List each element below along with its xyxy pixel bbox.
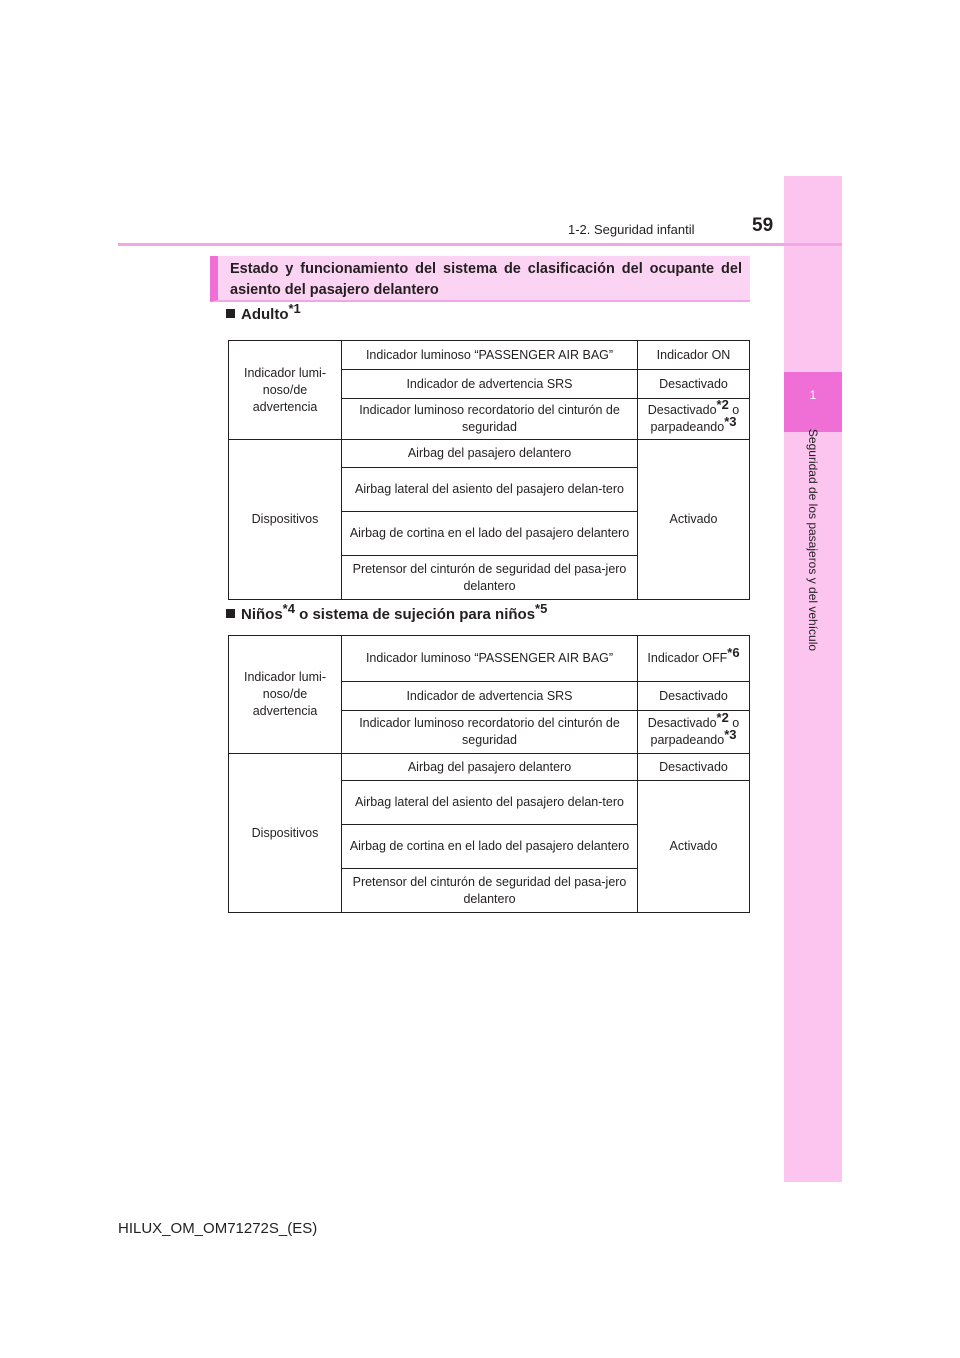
children-heading: Niños$^{*4}$ o sistema de sujeción para niños$^{*5}$ (226, 606, 547, 623)
item-cell: Airbag del pasajero delantero (342, 754, 638, 781)
value-cell: Desactivado$^{*2}$ o parpadeando$^{*3}$ (638, 711, 750, 754)
footnote-ref: *2 (716, 396, 729, 412)
square-bullet-icon (226, 609, 235, 618)
section-heading (210, 256, 750, 302)
value-cell: Desactivado (638, 754, 750, 781)
item-cell: Airbag de cortina en el lado del pasajero delantero (342, 825, 638, 869)
footnote-ref: *3 (724, 413, 737, 429)
adult-footnote-ref: *1 (288, 301, 301, 316)
chapter-number: 1 (809, 388, 817, 402)
item-cell: Indicador luminoso “PASSENGER AIR BAG” (342, 636, 638, 682)
item-cell: Indicador de advertencia SRS (342, 370, 638, 399)
adult-table (228, 340, 750, 600)
footnote-ref: *2 (716, 709, 729, 725)
children-table (228, 635, 750, 913)
table-row (229, 754, 750, 781)
item-cell: Indicador luminoso “PASSENGER AIR BAG” (342, 341, 638, 370)
table-row (229, 440, 750, 468)
item-cell: Airbag del pasajero delantero (342, 440, 638, 468)
chapter-tab[interactable] (784, 372, 842, 432)
value-cell: Desactivado$^{*2}$ o parpadeando$^{*3}$ (638, 399, 750, 440)
item-cell: Indicador luminoso recordatorio del cinturón de seguridad (342, 711, 638, 754)
item-cell: Indicador de advertencia SRS (342, 682, 638, 711)
chapter-side-strip (784, 176, 842, 1182)
value-cell: Indicador ON (638, 341, 750, 370)
section-title: 1-2. Seguridad infantil (568, 222, 695, 237)
footnote-ref: *4 (282, 601, 295, 616)
indicator-group-cell: Indicador lumi-noso/de advertencia (229, 341, 342, 440)
adult-heading (226, 301, 301, 323)
value-cell: Indicador OFF$^{*6}$ (638, 636, 750, 682)
square-bullet-icon (226, 309, 235, 318)
value-cell: Desactivado (638, 370, 750, 399)
heading-line-2: asiento del pasajero delantero (230, 282, 439, 298)
item-cell: Pretensor del cinturón de seguridad del pasa-jero delantero (342, 869, 638, 913)
item-cell: Airbag lateral del asiento del pasajero delan-tero (342, 468, 638, 512)
footnote-ref: *3 (724, 726, 737, 742)
page-number: 59 (752, 215, 774, 236)
adult-title: Adulto (241, 306, 289, 323)
footnote-ref: *5 (535, 601, 548, 616)
header-rule (118, 243, 842, 246)
value-cell: Activado (638, 440, 750, 600)
footnote-ref: *6 (727, 644, 740, 660)
item-cell: Airbag lateral del asiento del pasajero delan-tero (342, 781, 638, 825)
value-cell: Activado (638, 781, 750, 913)
item-cell: Airbag de cortina en el lado del pasajero delantero (342, 512, 638, 556)
item-cell: Indicador luminoso recordatorio del cinturón de seguridad (342, 399, 638, 440)
value-cell: Desactivado (638, 682, 750, 711)
heading-line-1: Estado y funcionamiento del sistema de clasificación del ocupante del (230, 261, 742, 277)
devices-group-cell: Dispositivos (229, 440, 342, 600)
table-row (229, 636, 750, 682)
chapter-title: Seguridad de los pasajeros y del vehículo (806, 428, 820, 652)
devices-group-cell: Dispositivos (229, 754, 342, 913)
table-row (229, 341, 750, 370)
document-id: HILUX_OM_OM71272S_(ES) (118, 1220, 318, 1237)
item-cell: Pretensor del cinturón de seguridad del pasa-jero delantero (342, 556, 638, 600)
indicator-group-cell: Indicador lumi-noso/de advertencia (229, 636, 342, 754)
